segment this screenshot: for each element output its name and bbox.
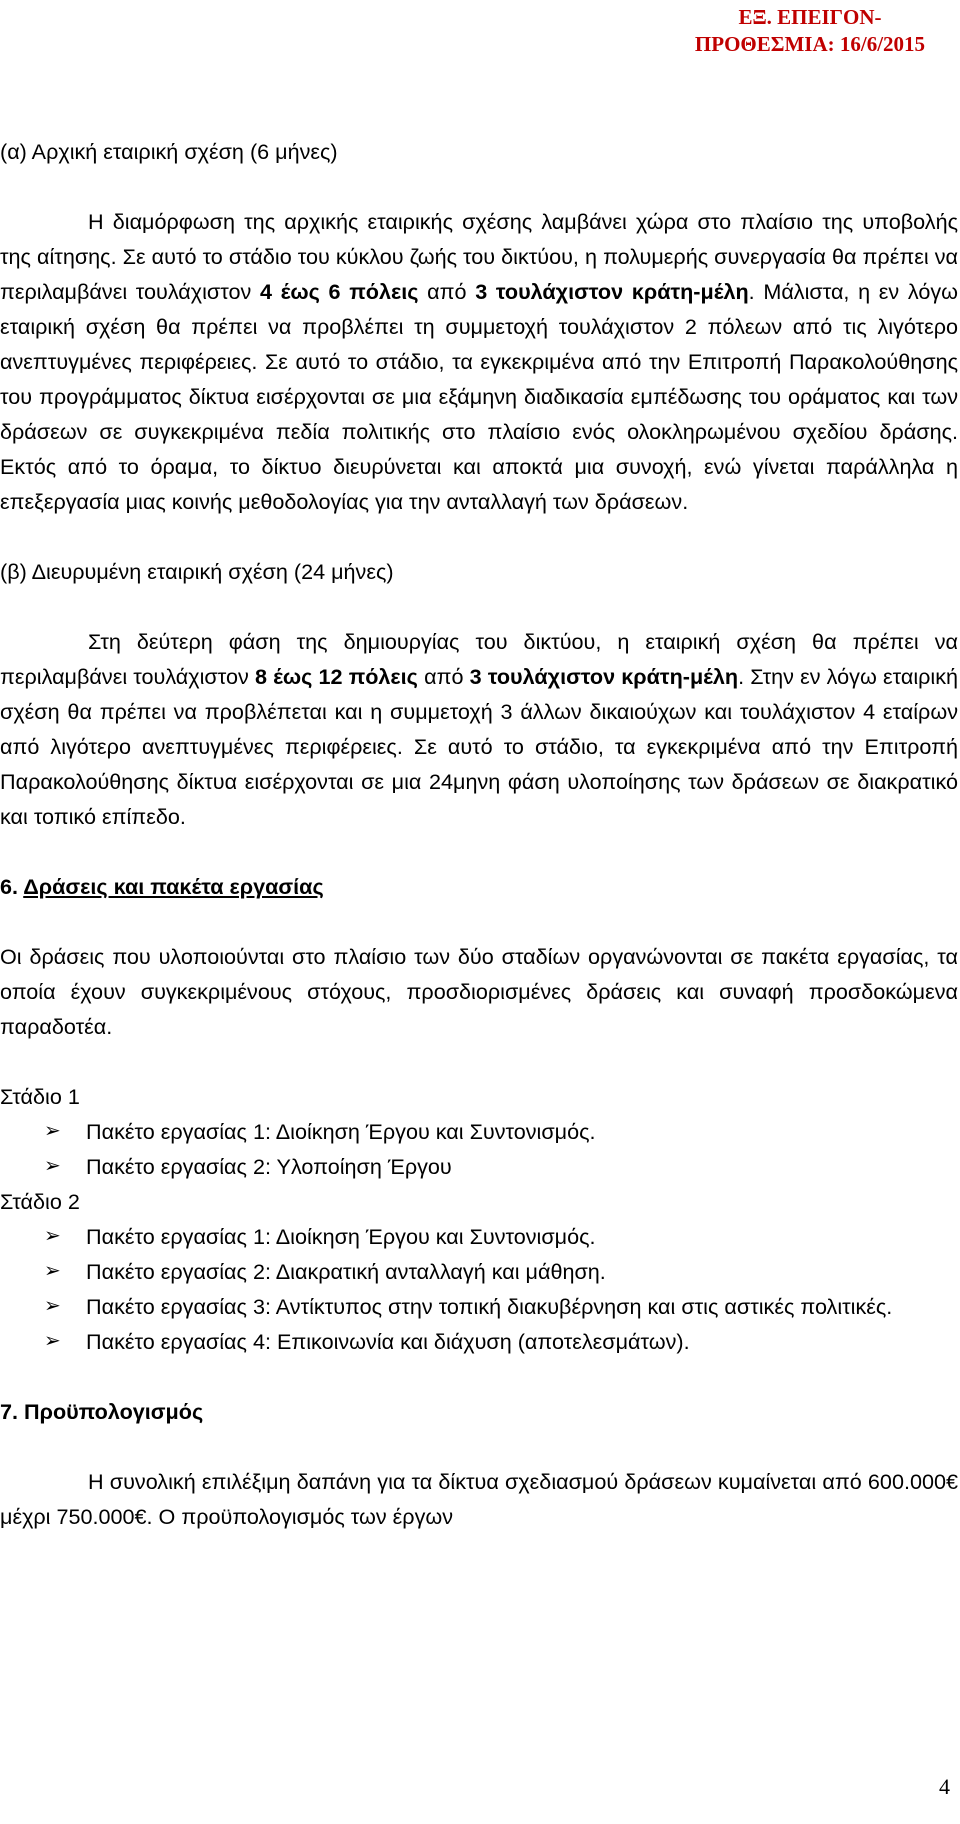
list-item [0,1254,958,1289]
list-item [0,1324,958,1359]
section-a-title: (α) Αρχική εταιρική σχέση (6 μήνες) [0,139,338,164]
list-item-text: Πακέτο εργασίας 4: Επικοινωνία και διάχυση (αποτελεσμάτων). [86,1329,690,1354]
section-7-heading: 7. Προϋπολογισμός [0,1399,204,1424]
bold-text: 3 τουλάχιστον κράτη-μέλη [469,664,739,689]
text-run: Η διαμόρφωση της αρχικής εταιρικής σχέσης λαμβάνει χώρα στο πλαίσιο της υποβολής της αίτησης. Σε αυτό το στάδιο του κύκλου ζωής του δικτύου, η πολυμερής συνεργασία θα πρέπει να περιλαμβάνει τουλάχιστον [0,209,958,304]
arrowhead-bullet-icon: ➢ [44,1330,61,1352]
header-line-1: ΕΞ. ΕΠΕΙΓΟΝ- [738,5,882,29]
stage-2-list [0,1219,958,1359]
arrowhead-bullet-icon: ➢ [44,1155,61,1177]
text-run: Στη δεύτερη φάση της δημιουργίας του δικτύου, η εταιρική σχέση θα πρέπει να περιλαμβάνει τουλάχιστον [0,629,958,689]
list-item-text: Πακέτο εργασίας 2: Υλοποίηση Έργου [86,1154,452,1179]
stage-1-label: Στάδιο 1 [0,1084,80,1109]
list-item [0,1289,958,1324]
deadline-header [660,4,960,58]
document-body [0,134,958,1534]
list-item [0,1219,958,1254]
stage-1-list [0,1114,958,1184]
section-a-paragraph [0,204,958,519]
heading-title: Δράσεις και πακέτα εργασίας [23,874,324,899]
arrowhead-bullet-icon: ➢ [44,1225,61,1247]
list-item-text: Πακέτο εργασίας 1: Διοίκηση Έργου και Συντονισμός. [86,1119,596,1144]
header-line-2: ΠΡΟΘΕΣΜΙΑ: 16/6/2015 [694,32,926,56]
section-7-paragraph: Η συνολική επιλέξιμη δαπάνη για τα δίκτυα σχεδιασμού δράσεων κυμαίνεται από 600.000€ μέχρι 750.000€. Ο προϋπολογισμός των έργων [0,1469,958,1529]
arrowhead-bullet-icon: ➢ [44,1120,61,1142]
arrowhead-bullet-icon: ➢ [44,1295,61,1317]
bold-text: 3 τουλάχιστον κράτη-μέλη [475,279,749,304]
text-run: . Στην εν λόγω εταιρική σχέση θα πρέπει να προβλέπεται και η συμμετοχή 3 άλλων δικαιούχων και τουλάχιστον 4 εταίρων από λιγότερο ανεπτυγμένες περιφέρειες. Σε αυτό το στάδιο, τα εγκεκριμένα από την Επιτροπή Παρακολούθησης δίκτυα εισέρχονται σε μια 24μηνη φάση υλοποίησης των δράσεων σε διακρατικό και τοπικό επίπεδο. [0,664,959,829]
list-item-text: Πακέτο εργασίας 2: Διακρατική ανταλλαγή και μάθηση. [86,1259,606,1284]
bold-text: 4 έως 6 πόλεις [259,279,419,304]
list-item-text: Πακέτο εργασίας 3: Αντίκτυπος στην τοπική διακυβέρνηση και στις αστικές πολιτικές. [86,1294,893,1319]
heading-number: 6. [0,874,24,899]
section-6-heading [0,869,958,904]
text-run: . Μάλιστα, η εν λόγω εταιρική σχέση θα πρέπει να προβλέπει τη συμμετοχή τουλάχιστον 2 πόλεων από τις λιγότερο ανεπτυγμένες περιφέρειες. Σε αυτό το στάδιο, τα εγκεκριμένα από την Επιτροπή Παρακολούθησης του προγράμματος δίκτυα εισέρχονται σε μια εξάμηνη διαδικασία εμπέδωσης του οράματος και των δράσεων σε συγκεκριμένα πεδία πολιτικής στο πλαίσιο ενός ολοκληρωμένου σχεδίου δράσης. Εκτός από το όραμα, το δίκτυο διευρύνεται και αποκτά μια συνοχή, ενώ γίνεται παράλληλα η επεξεργασία μιας κοινής μεθοδολογίας για την ανταλλαγή των δράσεων. [0,279,959,514]
section-b-paragraph [0,624,958,834]
bold-text: 8 έως 12 πόλεις [254,664,418,689]
section-b-title: (β) Διευρυμένη εταιρική σχέση (24 μήνες) [0,559,394,584]
arrowhead-bullet-icon: ➢ [44,1260,61,1282]
list-item-text: Πακέτο εργασίας 1: Διοίκηση Έργου και Συντονισμός. [86,1224,596,1249]
section-6-intro: Οι δράσεις που υλοποιούνται στο πλαίσιο των δύο σταδίων οργανώνονται σε πακέτα εργασίας, τα οποία έχουν συγκεκριμένους στόχους, προσδιορισμένες δράσεις και συναφή προσδοκώμενα παραδοτέα. [0,944,958,1039]
page-number: 4 [939,1774,950,1799]
list-item [0,1114,958,1149]
list-item [0,1149,958,1184]
text-run: από [417,664,470,689]
text-run: από [418,279,476,304]
stage-2-label: Στάδιο 2 [0,1189,80,1214]
